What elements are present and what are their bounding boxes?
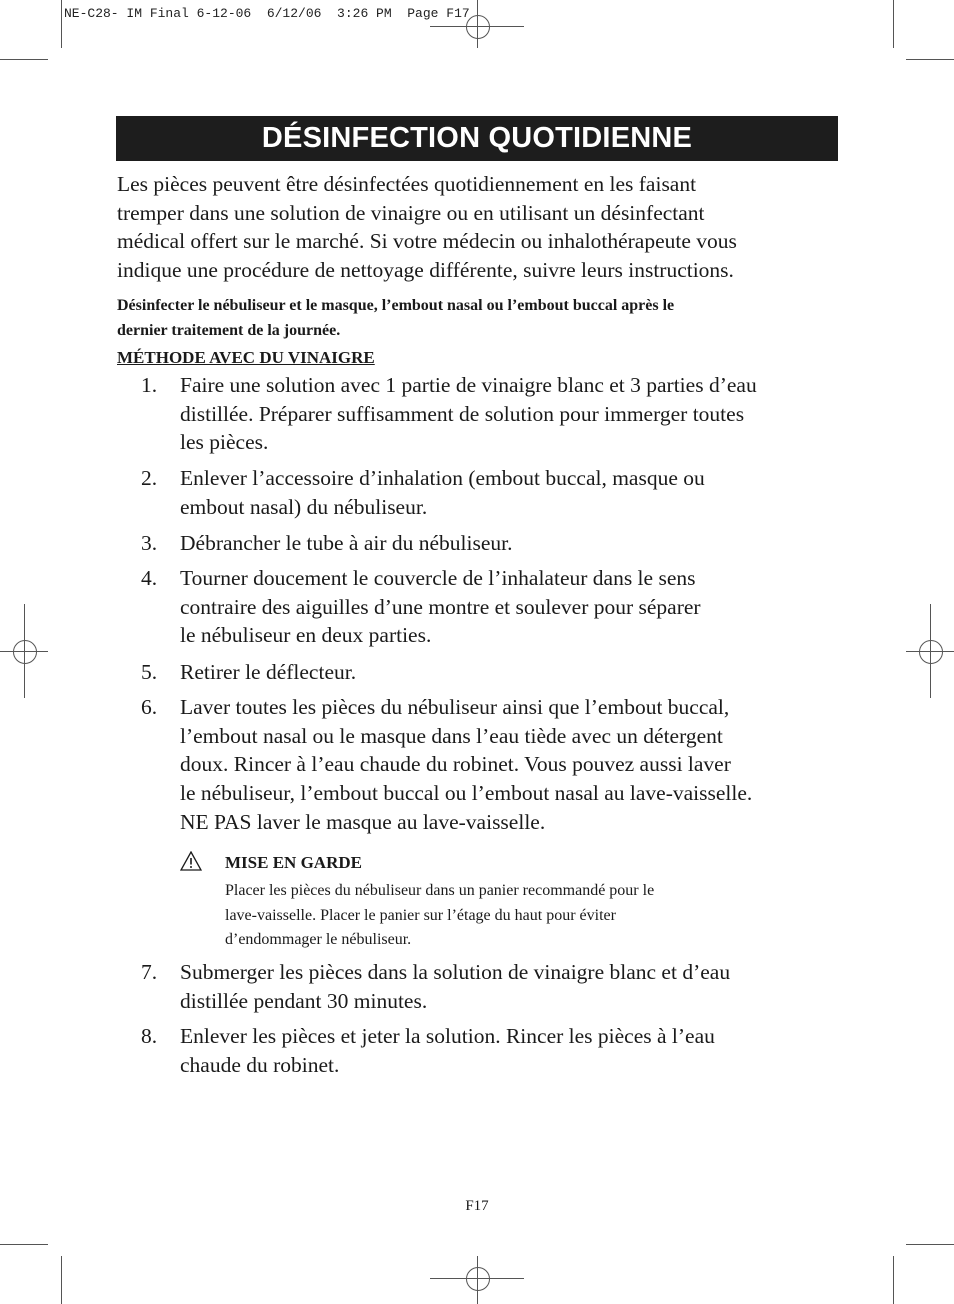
step-line: chaude du robinet. — [180, 1052, 340, 1077]
step-line: doux. Rincer à l’eau chaude du robinet. Vous pouvez aussi laver — [180, 752, 731, 777]
step-line: Faire une solution avec 1 partie de vinaigre blanc et 3 parties d’eau — [180, 373, 757, 397]
print-slug-header: NE-C28- IM Final 6-12-06 6/12/06 3:26 PM Page F17 — [64, 6, 470, 21]
step-text — [180, 564, 840, 650]
note-line: Désinfecter le nébuliseur et le masque, l’embout nasal ou l’embout buccal après le — [117, 297, 675, 314]
step-line: contraire des aiguilles d’une montre et soulever pour séparer — [180, 594, 701, 619]
caution-heading: MISE EN GARDE — [225, 853, 362, 872]
step-line: Submerger les pièces dans la solution de vinaigre blanc et d’eau — [180, 960, 731, 984]
step-line: distillée pendant 30 minutes. — [180, 988, 428, 1013]
step-line: distillée. Préparer suffisamment de solution pour immerger toutes — [180, 401, 745, 426]
step-line: le nébuliseur en deux parties. — [180, 623, 432, 648]
crop-mark-top-right-h — [906, 59, 954, 60]
crop-mark-bottom-left-v — [61, 1256, 62, 1304]
step-text — [180, 464, 840, 521]
intro-paragraph — [117, 170, 829, 284]
step-line: embout nasal) du nébuliseur. — [180, 494, 428, 519]
step-number: 2. — [141, 466, 158, 490]
note-line: dernier traitement de la journée. — [117, 322, 341, 339]
step-line: les pièces. — [180, 430, 269, 455]
warning-triangle-icon — [180, 851, 202, 871]
method-heading: MÉTHODE AVEC DU VINAIGRE — [117, 348, 375, 367]
step-line: Retirer le déflecteur. — [180, 660, 357, 684]
intro-line: indique une procédure de nettoyage différente, suivre leurs instructions. — [117, 257, 734, 282]
step-number: 1. — [141, 373, 158, 397]
step-number: 8. — [141, 1024, 158, 1048]
caution-line: Placer les pièces du nébuliseur dans un panier recommandé pour le — [225, 882, 655, 899]
step-line: Enlever les pièces et jeter la solution. Rincer les pièces à l’eau — [180, 1024, 715, 1048]
step-text — [180, 529, 840, 558]
step-line: Laver toutes les pièces du nébuliseur ainsi que l’embout buccal, — [180, 695, 730, 719]
step-number: 6. — [141, 695, 158, 719]
step-line: l’embout nasal ou le masque dans l’eau tiède avec un détergent — [180, 723, 723, 748]
step-number: 5. — [141, 660, 158, 684]
step-line: le nébuliseur, l’embout buccal ou l’embout nasal au lave-vaisselle. — [180, 781, 753, 806]
intro-line: Les pièces peuvent être désinfectées quotidiennement en les faisant — [117, 172, 697, 196]
step-line: Enlever l’accessoire d’inhalation (embout buccal, masque ou — [180, 466, 705, 490]
caution-body — [225, 879, 785, 953]
step-text — [180, 371, 840, 457]
caution-line: d’endommager le nébuliseur. — [225, 931, 412, 948]
step-text — [180, 693, 840, 837]
crop-mark-bottom-left-h — [0, 1244, 48, 1245]
step-number: 3. — [141, 531, 158, 555]
crop-mark-top-right-v — [893, 0, 894, 48]
step-line: Tourner doucement le couvercle de l’inhalateur dans le sens — [180, 566, 696, 590]
caution-line: lave-vaisselle. Placer le panier sur l’étage du haut pour éviter — [225, 906, 616, 924]
bold-note — [117, 293, 817, 343]
intro-line: médical offert sur le marché. Si votre médecin ou inhalothérapeute vous — [117, 229, 737, 254]
step-line: NE PAS laver le masque au lave-vaisselle. — [180, 809, 546, 834]
intro-line: tremper dans une solution de vinaigre ou en utilisant un désinfectant — [117, 200, 705, 225]
crop-mark-top-left-v — [61, 0, 62, 48]
step-text — [180, 658, 840, 687]
step-text — [180, 1022, 840, 1079]
step-text — [180, 958, 840, 1015]
section-title-bar — [116, 116, 838, 161]
step-line: Débrancher le tube à air du nébuliseur. — [180, 531, 513, 555]
page-number: F17 — [465, 1198, 489, 1214]
crop-mark-bottom-right-v — [893, 1256, 894, 1304]
crop-mark-top-left-h — [0, 59, 48, 60]
crop-mark-bottom-right-h — [906, 1244, 954, 1245]
step-number: 4. — [141, 566, 158, 590]
step-number: 7. — [141, 960, 158, 984]
section-title: DÉSINFECTION QUOTIDIENNE — [261, 122, 693, 154]
